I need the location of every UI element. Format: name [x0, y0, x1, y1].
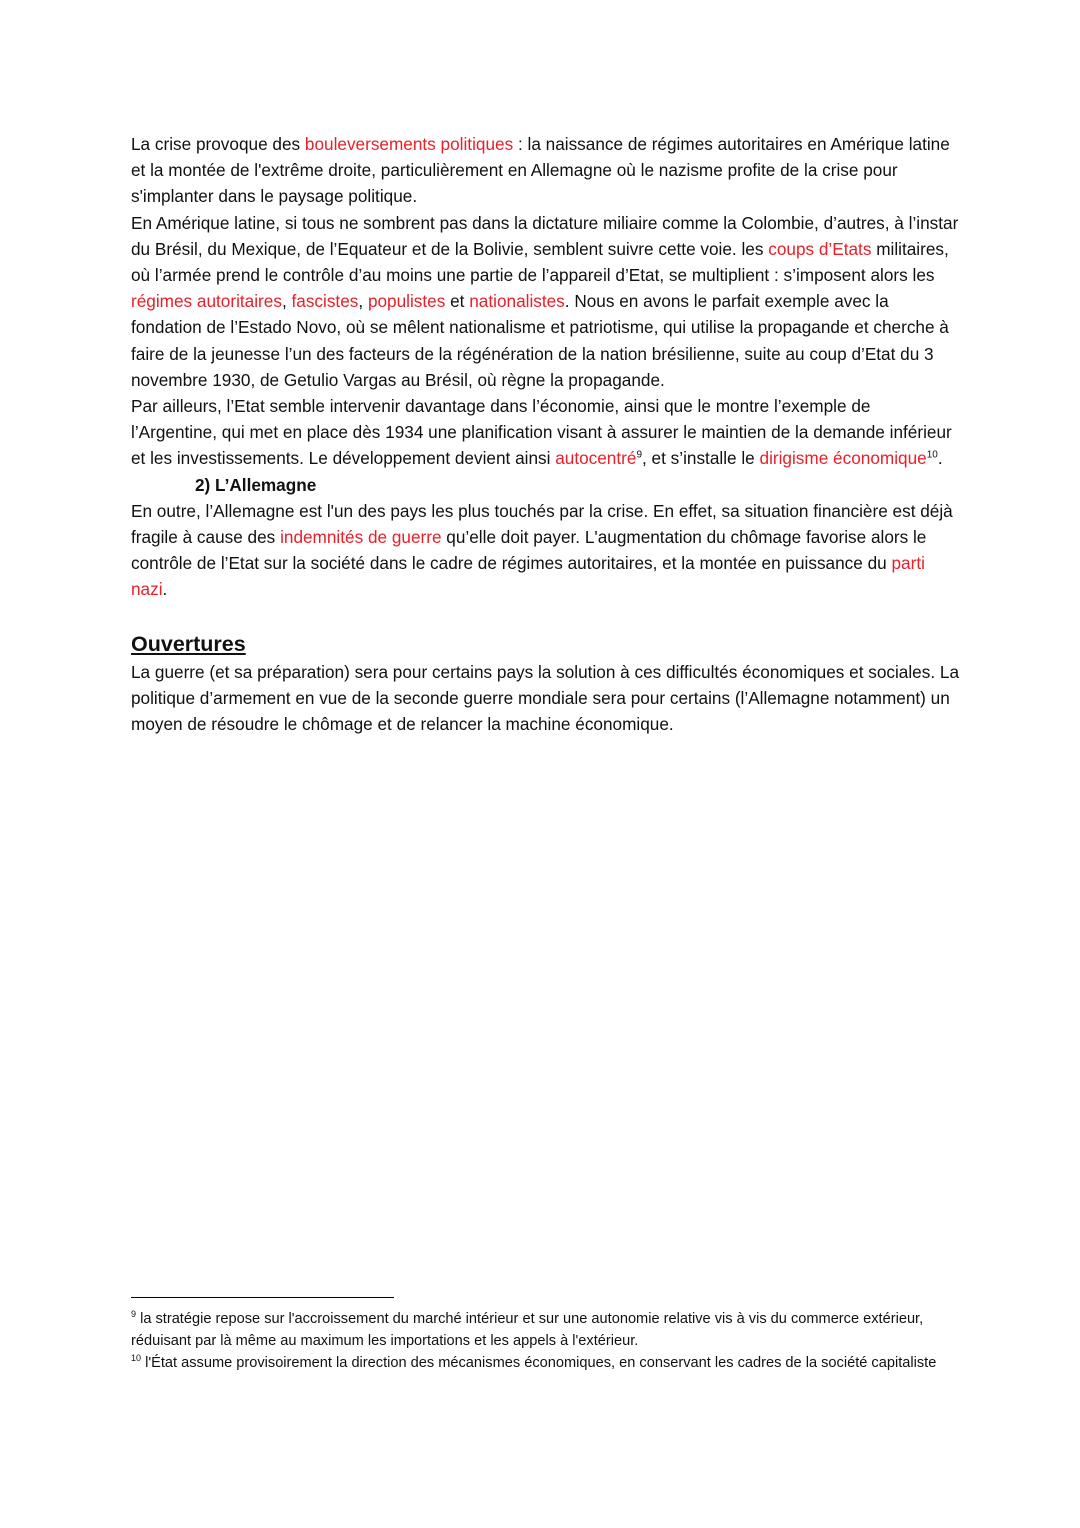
paragraph-political-upheaval	[131, 131, 961, 210]
subheading-allemagne: 2) L’Allemagne	[195, 474, 317, 495]
text-run: Par ailleurs, l’Etat semble intervenir davantage dans l’économie, ainsi que le montre l’exemple de l’Argentine, qui met en place dès 1934 une planification visant à assurer le maintien de la demande inférieur et les investissements. Le développement devient ainsi	[131, 396, 952, 469]
footnote-ref: 10	[926, 449, 938, 461]
footnote-separator	[131, 1297, 394, 1298]
text-run: .	[937, 448, 943, 469]
footnote-text: l'État assume provisoirement la direction des mécanismes économiques, en conservant les cadres de la société capitaliste	[141, 1355, 937, 1371]
section-title-ouvertures: Ouvertures	[131, 631, 246, 656]
text-run: La crise provoque des	[131, 134, 305, 154]
text-run: ,	[358, 291, 368, 312]
text-run: En outre, l’Allemagne est l'un des pays les plus touchés par la crise. En effet, sa situation financière est déjà fragile à cause des	[131, 500, 953, 548]
text-run: militaires, où l’armée prend le contrôle d’au moins une partie de l’appareil d’Etat, se multiplient : s’imposent alors les	[131, 238, 949, 286]
paragraph-germany	[131, 498, 961, 603]
text-run: : la naissance de régimes autoritaires en Amérique latine et la montée de l'extrême droite, particulièrement en Allemagne où le nazisme profite de la crise pour s'implanter dans le paysage politique.	[131, 134, 950, 207]
highlight-term: fascistes	[291, 291, 359, 312]
highlight-term: nationalistes	[469, 291, 565, 312]
footnote-number: 9	[131, 1309, 137, 1320]
text-run: ,	[281, 291, 292, 312]
text-run: .	[162, 579, 168, 600]
highlight-term: populistes	[367, 291, 446, 312]
paragraph-argentina	[131, 393, 961, 472]
highlight-term: parti nazi	[131, 553, 925, 600]
main-text	[131, 131, 961, 737]
footnote-10	[131, 1352, 961, 1374]
text-run: et	[445, 291, 470, 312]
text-run: , et s’installe le	[642, 448, 760, 469]
text-run: En Amérique latine, si tous ne sombrent pas dans la dictature miliaire comme la Colombie, d’autres, à l’instar du Brésil, du Mexique, de l’Equateur et de la Bolivie, semblent suivre cette voie. les	[131, 212, 959, 259]
paragraph-latin-america	[131, 210, 961, 393]
footnote-ref: 9	[636, 449, 642, 461]
paragraph-ouvertures: La guerre (et sa préparation) sera pour certains pays la solution à ces difficultés économiques et sociales. La politique d’armement en vue de la seconde guerre mondiale sera pour certains (l’Allemagne notamment) un moyen de résoudre le chômage et de relancer la machine économique.	[131, 661, 960, 735]
text-run: qu’elle doit payer. L'augmentation du chômage favorise alors le contrôle de l’Etat sur la société dans le cadre de régimes autoritaires, et la montée en puissance du	[131, 527, 927, 574]
footnote-9	[131, 1308, 961, 1352]
footnote-text: la stratégie repose sur l'accroissement du marché intérieur et sur une autonomie relative vis à vis du commerce extérieur, réduisant par là même au maximum les importations et les appels à l'extérieur.	[131, 1311, 924, 1349]
highlight-term: dirigisme économique	[759, 448, 927, 469]
footnote-number: 10	[131, 1353, 142, 1364]
footnotes	[131, 1297, 961, 1374]
highlight-term: coups d’Etats	[768, 238, 872, 259]
highlight-term: bouleversements politiques	[304, 134, 514, 154]
text-run: . Nous en avons le parfait exemple avec la fondation de l’Estado Novo, où se mêlent nationalisme et patriotisme, qui utilise la propagande et cherche à faire de la jeunesse l’un des facteurs de la régénération de la nation brésilienne, suite au coup d’Etat du 3 novembre 1930, de Getulio Vargas au Brésil, où règne la propagande.	[131, 291, 949, 390]
highlight-term: indemnités de guerre	[280, 527, 442, 548]
highlight-term: autocentré	[555, 448, 637, 469]
highlight-term: régimes autoritaires	[131, 291, 282, 312]
